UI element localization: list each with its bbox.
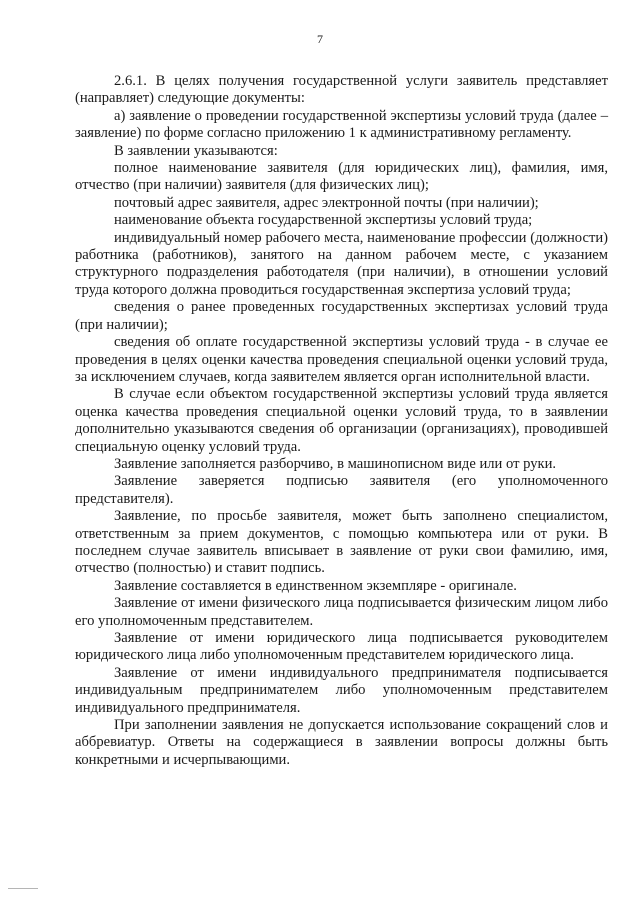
paragraph-postal-address: почтовый адрес заявителя, адрес электронной почты (при наличии);	[114, 194, 539, 211]
paragraph-specialist-fill: Заявление, по просьбе заявителя, может быть заполнено специалистом, ответственным за прием документов, с помощью компьютера или от руки. В последнем случае заявитель вписывает в заявление от руки свои фамилию, имя, отчество (полностью) и ставит подпись.	[75, 508, 608, 577]
paragraph-workplace-number: индивидуальный номер рабочего места, наименование профессии (должности) работника (работников), занятого на данном рабочем месте, с указанием структурного подразделения работодателя (при наличии), в отношении условий труда которого должна проводиться государственная экспертиза условий труда;	[75, 229, 608, 298]
paragraph-individual-sign: Заявление от имени физического лица подписывается физическим лицом либо его уполномоченным представителем.	[75, 595, 608, 629]
paragraph-legible: Заявление заполняется разборчиво, в машинописном виде или от руки.	[114, 455, 557, 472]
paragraph-payment-info: сведения об оплате государственной экспертизы условий труда - в случае ее проведения в целях оценки качества проведения специальной оценки условий труда, за исключением случаев, когда заявителем является орган исполнительной власти.	[75, 334, 608, 385]
document-body	[75, 73, 608, 769]
paragraph-object-name: наименование объекта государственной экспертизы условий труда;	[114, 212, 533, 229]
paragraph-entrepreneur-sign: Заявление от имени индивидуального предпринимателя подписывается индивидуальным предпринимателем либо уполномоченным представителем индивидуального предпринимателя.	[75, 664, 608, 716]
paragraph-legal-entity-sign: Заявление от имени юридического лица подписывается руководителем юридического лица либо уполномоченным представителем юридического лица.	[75, 630, 608, 664]
paragraph-2-6-1-intro: 2.6.1. В целях получения государственной услуги заявитель представляет (направляет) следующие документы:	[75, 73, 608, 107]
paragraph-full-name: полное наименование заявителя (для юридических лиц), фамилия, имя, отчество (при наличии) заявителя (для физических лиц);	[75, 160, 608, 194]
paragraph-previous-expertise: сведения о ранее проведенных государственных экспертизах условий труда (при наличии);	[75, 299, 608, 333]
paragraph-signature: Заявление заверяется подписью заявителя (его уполномоченного представителя).	[75, 473, 608, 507]
paragraph-quality-assessment: В случае если объектом государственной экспертизы условий труда является оценка качества проведения специальной оценки условий труда, то в заявлении дополнительно указываются сведения об организации (организациях), проводившей специальную оценку условий труда.	[75, 386, 608, 455]
paragraph-application-contents: В заявлении указываются:	[114, 142, 278, 159]
page-number: 7	[317, 32, 323, 46]
scan-edge-mark	[8, 888, 38, 889]
paragraph-single-copy: Заявление составляется в единственном экземпляре - оригинале.	[114, 577, 517, 594]
paragraph-no-abbreviations: При заполнении заявления не допускается использование сокращений слов и аббревиатур. Ответы на содержащиеся в заявлении вопросы должны быть конкретными и исчерпывающими.	[75, 717, 608, 768]
paragraph-application-a: а) заявление о проведении государственной экспертизы условий труда (далее – заявление) по форме согласно приложению 1 к административному регламенту.	[75, 107, 608, 142]
